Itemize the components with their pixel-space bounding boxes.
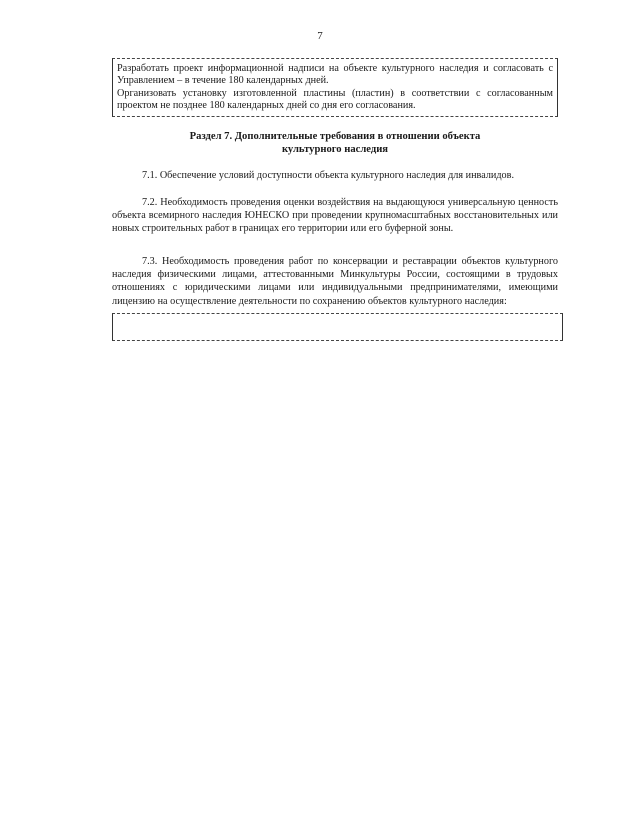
requirements-line-1: Разработать проект информационной надписи на объекте культурного наследия и согласовать с Управлением – в течение 180 календарных дней. xyxy=(117,63,553,87)
section-title xyxy=(112,130,558,156)
section-title-line-2: культурного наследия xyxy=(281,144,389,155)
requirements-box xyxy=(112,58,558,117)
page-number: 7 xyxy=(317,30,323,42)
requirements-line-2: Организовать установку изготовленной пластины (пластин) в соответствии с согласованным проектом не позднее 180 календарных дней со дня его согласования. xyxy=(117,87,553,112)
section-title-line-1: Раздел 7. Дополнительные требования в отношении объекта xyxy=(189,131,481,142)
paragraph-7-2: 7.2. Необходимость проведения оценки воздействия на выдающуюся универсальную ценность объекта всемирного наследия ЮНЕСКО при проведении крупномасштабных восстановительных или новых строительных работ в границах его территории или его буферной зоны. xyxy=(112,197,558,235)
paragraph-7-3: 7.3. Необходимость проведения работ по консервации и реставрации объектов культурного наследия физическими лицами, аттестованными Минкультуры России, состоящими в трудовых отношениях с юридическими лицами или индивидуальными предпринимателями, имеющими лицензию на осуществление деятельности по сохранению объектов культурного наследия: xyxy=(112,256,558,307)
paragraph-7-1: 7.1. Обеспечение условий доступности объекта культурного наследия для инвалидов. xyxy=(142,170,514,181)
empty-requirements-box xyxy=(112,313,563,341)
